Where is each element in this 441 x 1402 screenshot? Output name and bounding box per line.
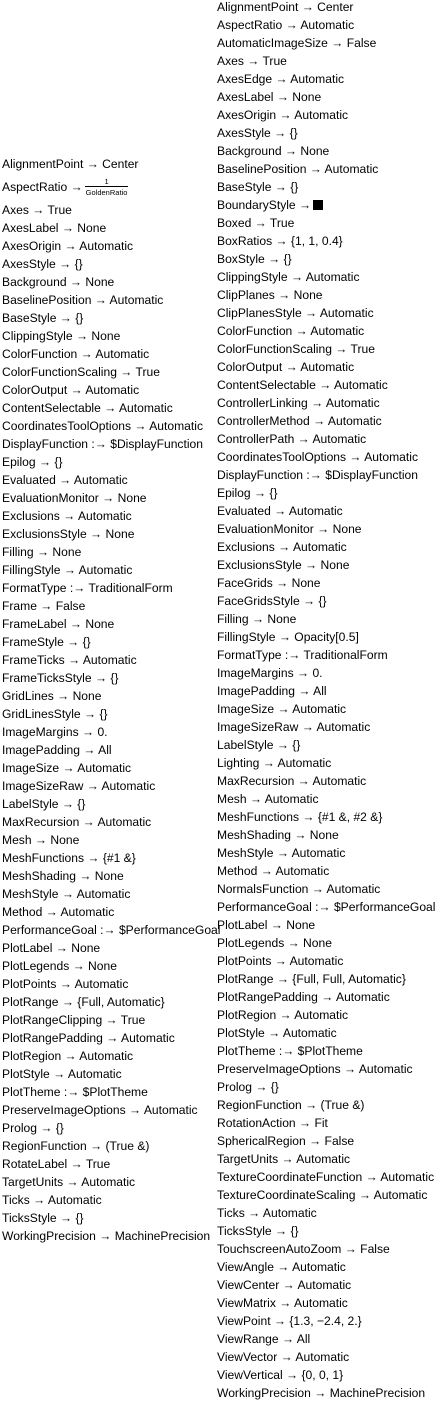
option-epilog: Epilog → {} xyxy=(217,486,278,500)
option-image-margins: ImageMargins → 0. xyxy=(217,666,323,680)
option-target-units: TargetUnits → Automatic xyxy=(217,1152,351,1166)
option-clipping-style: ClippingStyle → None xyxy=(2,329,121,343)
option-filling-style: FillingStyle → Automatic xyxy=(2,563,133,577)
option-clip-planes: ClipPlanes → None xyxy=(217,288,323,302)
option-baseline-position: BaselinePosition → Automatic xyxy=(217,162,379,176)
option-box-ratios: BoxRatios → {1, 1, 0.4} xyxy=(217,234,343,248)
option-content-selectable: ContentSelectable → Automatic xyxy=(2,401,173,415)
option-axes-label: AxesLabel → None xyxy=(217,90,322,104)
option-view-point: ViewPoint → {1.3, −2.4, 2.} xyxy=(217,1314,362,1328)
option-color-function-scaling: ColorFunctionScaling → True xyxy=(217,342,375,356)
option-texture-coordinate-function: TextureCoordinateFunction → Automatic xyxy=(217,1170,435,1184)
option-grid-lines: GridLines → None xyxy=(2,689,102,703)
option-working-precision: WorkingPrecision → MachinePrecision xyxy=(2,1229,211,1243)
option-ticks-style: TicksStyle → {} xyxy=(217,1224,299,1238)
option-normals-function: NormalsFunction → Automatic xyxy=(217,882,381,896)
option-image-padding: ImagePadding → All xyxy=(217,684,327,698)
option-image-size: ImageSize → Automatic xyxy=(217,702,347,716)
option-evaluation-monitor: EvaluationMonitor → None xyxy=(217,522,362,536)
option-plot-range: PlotRange → {Full, Full, Automatic} xyxy=(217,972,406,986)
option-exclusions: Exclusions → Automatic xyxy=(2,509,132,523)
option-axes: Axes → True xyxy=(2,203,72,217)
option-aspect-ratio xyxy=(2,173,214,201)
option-plot-legends: PlotLegends → None xyxy=(217,936,332,950)
option-mesh: Mesh → None xyxy=(2,833,80,847)
option-max-recursion: MaxRecursion → Automatic xyxy=(217,774,367,788)
option-frame-ticks: FrameTicks → Automatic xyxy=(2,653,137,667)
option-axes-origin: AxesOrigin → Automatic xyxy=(2,239,134,253)
option-axes-label: AxesLabel → None xyxy=(2,221,107,235)
option-preserve-image-options: PreserveImageOptions → Automatic xyxy=(2,1103,198,1117)
option-automatic-image-size: AutomaticImageSize → False xyxy=(217,36,377,50)
option-prolog: Prolog → {} xyxy=(217,1080,279,1094)
option-face-grids: FaceGrids → None xyxy=(217,576,321,590)
option-plot-region: PlotRegion → Automatic xyxy=(2,1049,134,1063)
option-lighting: Lighting → Automatic xyxy=(217,756,332,770)
option-frame-style: FrameStyle → {} xyxy=(2,635,91,649)
option-filling-style: FillingStyle → Opacity[0.5] xyxy=(217,630,359,644)
option-image-padding: ImagePadding → All xyxy=(2,743,112,757)
option-clipping-style: ClippingStyle → Automatic xyxy=(217,270,360,284)
option-axes-edge: AxesEdge → Automatic xyxy=(217,72,345,86)
option-coordinates-tool-options: CoordinatesToolOptions → Automatic xyxy=(217,450,418,464)
option-ticks: Ticks → Automatic xyxy=(2,1193,102,1207)
option-controller-linking: ControllerLinking → Automatic xyxy=(217,396,380,410)
option-view-vertical: ViewVertical → {0, 0, 1} xyxy=(217,1368,344,1382)
option-plot-range: PlotRange → {Full, Automatic} xyxy=(2,995,165,1009)
option-background: Background → None xyxy=(217,144,330,158)
option-axes: Axes → True xyxy=(217,54,287,68)
option-exclusions-style: ExclusionsStyle → None xyxy=(2,527,135,541)
option-view-vector: ViewVector → Automatic xyxy=(217,1350,350,1364)
option-color-function-scaling: ColorFunctionScaling → True xyxy=(2,365,160,379)
option-plot-range-padding: PlotRangePadding → Automatic xyxy=(217,990,390,1004)
option-image-size: ImageSize → Automatic xyxy=(2,761,132,775)
option-mesh-functions: MeshFunctions → {#1 &, #2 &} xyxy=(217,810,383,824)
option-frame-label: FrameLabel → None xyxy=(2,617,115,631)
option-axes-style: AxesStyle → {} xyxy=(217,126,298,140)
option-controller-method: ControllerMethod → Automatic xyxy=(217,414,382,428)
option-face-grids-style: FaceGridsStyle → {} xyxy=(217,594,327,608)
option-view-center: ViewCenter → Automatic xyxy=(217,1278,352,1292)
option-prolog: Prolog → {} xyxy=(2,1121,64,1135)
option-evaluation-monitor: EvaluationMonitor → None xyxy=(2,491,147,505)
color-swatch-icon xyxy=(313,200,323,210)
option-plot-region: PlotRegion → Automatic xyxy=(217,1008,349,1022)
option-working-precision: WorkingPrecision → MachinePrecision xyxy=(217,1386,426,1400)
option-background: Background → None xyxy=(2,275,115,289)
option-label: BoundaryStyle → xyxy=(217,198,312,212)
option-grid-lines-style: GridLinesStyle → {} xyxy=(2,707,108,721)
option-ticks-style: TicksStyle → {} xyxy=(2,1211,84,1225)
option-spherical-region: SphericalRegion → False xyxy=(217,1134,355,1148)
option-texture-coordinate-scaling: TextureCoordinateScaling → Automatic xyxy=(217,1188,428,1202)
option-color-function: ColorFunction → Automatic xyxy=(2,347,150,361)
option-view-range: ViewRange → All xyxy=(217,1332,311,1346)
option-evaluated: Evaluated → Automatic xyxy=(217,504,343,518)
plot3d-options-list xyxy=(217,0,441,1402)
option-exclusions: Exclusions → Automatic xyxy=(217,540,347,554)
option-color-output: ColorOutput → Automatic xyxy=(217,360,355,374)
option-axes-style: AxesStyle → {} xyxy=(2,257,83,271)
option-max-recursion: MaxRecursion → Automatic xyxy=(2,815,152,829)
option-mesh-functions: MeshFunctions → {#1 &} xyxy=(2,851,136,865)
option-mesh-style: MeshStyle → Automatic xyxy=(217,846,346,860)
option-display-function: DisplayFunction :→ $DisplayFunction xyxy=(217,468,418,482)
option-plot-points: PlotPoints → Automatic xyxy=(2,977,129,991)
option-color-function: ColorFunction → Automatic xyxy=(217,324,365,338)
option-mesh-shading: MeshShading → None xyxy=(2,869,124,883)
option-alignment-point: AlignmentPoint → Center xyxy=(2,157,139,171)
option-mesh: Mesh → Automatic xyxy=(217,792,319,806)
option-plot-theme: PlotTheme :→ $PlotTheme xyxy=(217,1044,363,1058)
option-label: AspectRatio → xyxy=(2,180,83,194)
option-plot-label: PlotLabel → None xyxy=(217,918,316,932)
option-preserve-image-options: PreserveImageOptions → Automatic xyxy=(217,1062,413,1076)
option-base-style: BaseStyle → {} xyxy=(2,311,84,325)
option-color-output: ColorOutput → Automatic xyxy=(2,383,140,397)
option-aspect-ratio: AspectRatio → Automatic xyxy=(217,18,355,32)
option-baseline-position: BaselinePosition → Automatic xyxy=(2,293,164,307)
option-rotate-label: RotateLabel → True xyxy=(2,1157,111,1171)
option-method: Method → Automatic xyxy=(2,905,115,919)
option-filling: Filling → None xyxy=(217,612,297,626)
option-controller-path: ControllerPath → Automatic xyxy=(217,432,367,446)
option-view-angle: ViewAngle → Automatic xyxy=(217,1260,346,1274)
option-boundary-style xyxy=(217,196,441,214)
option-plot-points: PlotPoints → Automatic xyxy=(217,954,344,968)
option-plot-theme: PlotTheme :→ $PlotTheme xyxy=(2,1085,148,1099)
option-evaluated: Evaluated → Automatic xyxy=(2,473,128,487)
option-mesh-style: MeshStyle → Automatic xyxy=(2,887,131,901)
option-touchscreen-auto-zoom: TouchscreenAutoZoom → False xyxy=(217,1242,390,1256)
option-frame: Frame → False xyxy=(2,599,86,613)
option-format-type: FormatType :→ TraditionalForm xyxy=(217,648,388,662)
option-format-type: FormatType :→ TraditionalForm xyxy=(2,581,173,595)
option-view-matrix: ViewMatrix → Automatic xyxy=(217,1296,348,1310)
option-label-style: LabelStyle → {} xyxy=(217,738,301,752)
option-image-margins: ImageMargins → 0. xyxy=(2,725,108,739)
option-content-selectable: ContentSelectable → Automatic xyxy=(217,378,388,392)
option-plot-range-clipping: PlotRangeClipping → True xyxy=(2,1013,146,1027)
option-image-size-raw: ImageSizeRaw → Automatic xyxy=(217,720,371,734)
option-plot-style: PlotStyle → Automatic xyxy=(2,1067,122,1081)
option-epilog: Epilog → {} xyxy=(2,455,63,469)
option-boxed: Boxed → True xyxy=(217,216,295,230)
option-ticks: Ticks → Automatic xyxy=(217,1206,317,1220)
option-plot-label: PlotLabel → None xyxy=(2,941,101,955)
option-frame-ticks-style: FrameTicksStyle → {} xyxy=(2,671,119,685)
option-axes-origin: AxesOrigin → Automatic xyxy=(217,108,349,122)
option-region-function: RegionFunction → (True &) xyxy=(2,1139,150,1153)
option-label-style: LabelStyle → {} xyxy=(2,797,86,811)
option-target-units: TargetUnits → Automatic xyxy=(2,1175,136,1189)
option-mesh-shading: MeshShading → None xyxy=(217,828,339,842)
option-box-style: BoxStyle → {} xyxy=(217,252,292,266)
option-image-size-raw: ImageSizeRaw → Automatic xyxy=(2,779,156,793)
option-plot-style: PlotStyle → Automatic xyxy=(217,1026,337,1040)
option-exclusions-style: ExclusionsStyle → None xyxy=(217,558,350,572)
option-method: Method → Automatic xyxy=(217,864,330,878)
option-alignment-point: AlignmentPoint → Center xyxy=(217,0,354,14)
option-filling: Filling → None xyxy=(2,545,82,559)
option-performance-goal: PerformanceGoal :→ $PerformanceGoal xyxy=(2,923,221,937)
option-coordinates-tool-options: CoordinatesToolOptions → Automatic xyxy=(2,419,203,433)
option-rotation-action: RotationAction → Fit xyxy=(217,1116,328,1130)
fraction-denominator: GoldenRatio xyxy=(85,187,128,197)
option-base-style: BaseStyle → {} xyxy=(217,180,299,194)
option-performance-goal: PerformanceGoal :→ $PerformanceGoal xyxy=(217,900,436,914)
option-region-function: RegionFunction → (True &) xyxy=(217,1098,365,1112)
option-display-function: DisplayFunction :→ $DisplayFunction xyxy=(2,437,203,451)
option-plot-range-padding: PlotRangePadding → Automatic xyxy=(2,1031,175,1045)
plot-options-list xyxy=(2,155,221,1245)
option-clip-planes-style: ClipPlanesStyle → Automatic xyxy=(217,306,374,320)
fraction-numerator: 1 xyxy=(104,176,109,186)
fraction xyxy=(85,177,129,197)
option-plot-legends: PlotLegends → None xyxy=(2,959,117,973)
